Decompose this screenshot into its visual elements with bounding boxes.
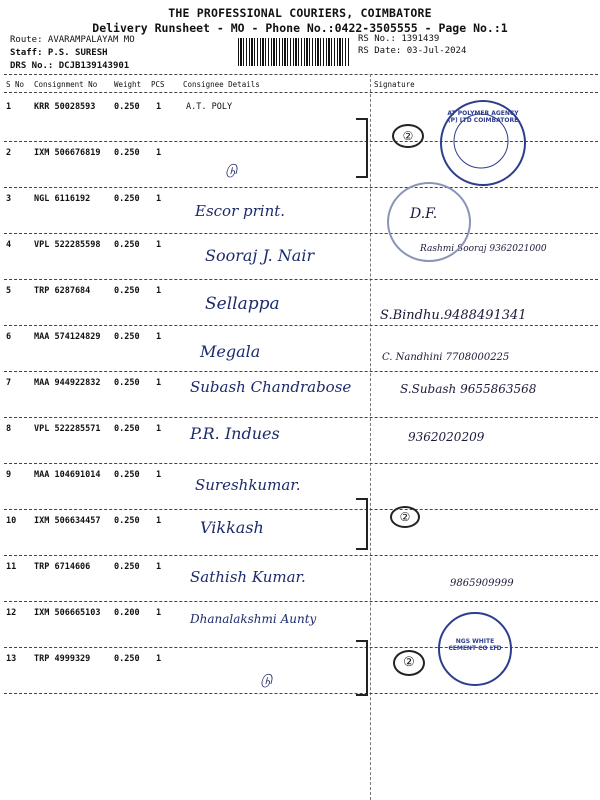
circled-mark-1: ② [392,124,424,148]
col-pcs: PCS [151,80,165,89]
row-pcs: 1 [156,332,162,342]
bracket-1 [356,118,368,178]
consignment-number: NGL 6116192 [34,194,91,204]
agency-stamp [440,100,526,186]
row-weight: 0.250 [114,240,140,250]
consignment-number: KRR 50028593 [34,102,96,112]
consignment-number: IXM 506665103 [34,608,101,618]
row-sno: 11 [6,562,17,572]
handwritten-consignee: Vikkash [200,518,264,537]
table-row [0,556,600,602]
consignment-number: IXM 506634457 [34,516,101,526]
rs-number: RS No.: 1391439 [358,34,440,44]
row-weight: 0.250 [114,286,140,296]
handwritten-consignee: Dhanalakshmi Aunty [190,612,317,626]
row-weight: 0.250 [114,424,140,434]
consignment-number: MAA 944922832 [34,378,101,388]
row-pcs: 1 [156,516,162,526]
cement-stamp-text: NGS WHITE CEMENT CO LTD [448,638,502,652]
handwritten-consignee: Sathish Kumar. [190,568,306,586]
handwritten-signature: S.Subash 9655863568 [400,382,537,396]
table-row [0,280,600,326]
row-sno: 3 [6,194,12,204]
row-pcs: 1 [156,240,162,250]
col-weight: Weight [114,80,142,89]
row-pcs: 1 [156,194,162,204]
bracket-3 [356,640,368,696]
row-pcs: 1 [156,378,162,388]
handwritten-signature: 9362020209 [408,430,485,444]
table-row [0,188,600,234]
row-sno: 8 [6,424,12,434]
page-title: THE PROFESSIONAL COURIERS, COIMBATORE [168,6,432,20]
row-weight: 0.200 [114,608,140,618]
bracket-2 [356,498,368,550]
consignment-number: VPL 522285598 [34,240,101,250]
handwritten-signature: 9865909999 [450,578,514,589]
row-weight: 0.250 [114,470,140,480]
handwritten-consignee: Sureshkumar. [195,476,301,494]
consignee-printed: A.T. POLY [186,102,233,112]
consignment-number: TRP 4999329 [34,654,91,664]
table-row [0,326,600,372]
row-divider [4,693,598,694]
row-sno: 13 [6,654,17,664]
table-row [0,234,600,280]
agency-stamp-text: AT POLYMER AGENCY (P) LTD COIMBATORE [447,110,519,124]
row-sno: 9 [6,470,12,480]
consignment-number: MAA 574124829 [34,332,101,342]
runsheet-subtitle: Delivery Runsheet - MO - Phone No.:0422-3505555 - Page No.:1 [92,21,508,35]
row-sno: 12 [6,608,17,618]
col-consignment: Consignment No [34,80,98,89]
row-pcs: 1 [156,102,162,112]
table-row [0,418,600,464]
consignment-number: VPL 522285571 [34,424,101,434]
staff-label: Staff: P.S. SURESH [10,48,108,58]
row-weight: 0.250 [114,562,140,572]
row-sno: 7 [6,378,12,388]
handwritten-consignee: Sellappa [205,294,280,314]
row-pcs: 1 [156,608,162,618]
handwritten-consignee: P.R. Indues [190,424,280,443]
handwritten-signature: C. Nandhini 7708000225 [382,352,510,363]
row-pcs: 1 [156,470,162,480]
row-weight: 0.250 [114,516,140,526]
row-weight: 0.250 [114,148,140,158]
table-row [0,510,600,556]
col-sno: S No [6,80,25,89]
ngl-stamp-circle [387,182,471,262]
route-label: Route: AVARAMPALAYAM MO [10,35,135,45]
row-pcs: 1 [156,286,162,296]
row-weight: 0.250 [114,194,140,204]
row-weight: 0.250 [114,378,140,388]
consignment-number: MAA 104691014 [34,470,101,480]
rs-date: RS Date: 03-Jul-2024 [358,46,467,56]
table-row [0,372,600,418]
row-sno: 1 [6,102,12,112]
row-pcs: 1 [156,562,162,572]
table-row [0,464,600,510]
row-pcs: 1 [156,148,162,158]
col-signature: Signature [374,80,415,89]
consignment-number: TRP 6287684 [34,286,91,296]
header-bottom-rule [4,92,598,93]
circled-mark-3: ② [393,650,425,676]
handwritten-consignee: டு [260,672,273,688]
handwritten-signature: D.F. [410,206,438,222]
handwritten-signature: Rashmi Sooraj 9362021000 [420,244,547,254]
row-pcs: 1 [156,654,162,664]
row-sno: 4 [6,240,12,250]
row-sno: 2 [6,148,12,158]
row-sno: 5 [6,286,12,296]
col-consignee: Consignee Details [183,80,260,89]
drs-label: DRS No.: DCJB139143901 [10,61,130,71]
handwritten-signature: S.Bindhu.9488491341 [380,308,527,323]
handwritten-consignee: Escor print. [195,202,286,220]
row-weight: 0.250 [114,332,140,342]
circled-mark-2: ② [390,506,420,528]
row-weight: 0.250 [114,654,140,664]
header-top-rule [4,74,598,75]
row-weight: 0.250 [114,102,140,112]
consignment-number: IXM 506676819 [34,148,101,158]
row-pcs: 1 [156,424,162,434]
handwritten-consignee: Sooraj J. Nair [205,246,315,265]
consignment-number: TRP 6714606 [34,562,91,572]
barcode [238,38,350,66]
cement-stamp [438,612,512,686]
handwritten-consignee: Subash Chandrabose [190,378,352,396]
row-sno: 6 [6,332,12,342]
handwritten-consignee: டு [225,162,238,178]
row-sno: 10 [6,516,17,526]
handwritten-consignee: Megala [200,342,261,361]
